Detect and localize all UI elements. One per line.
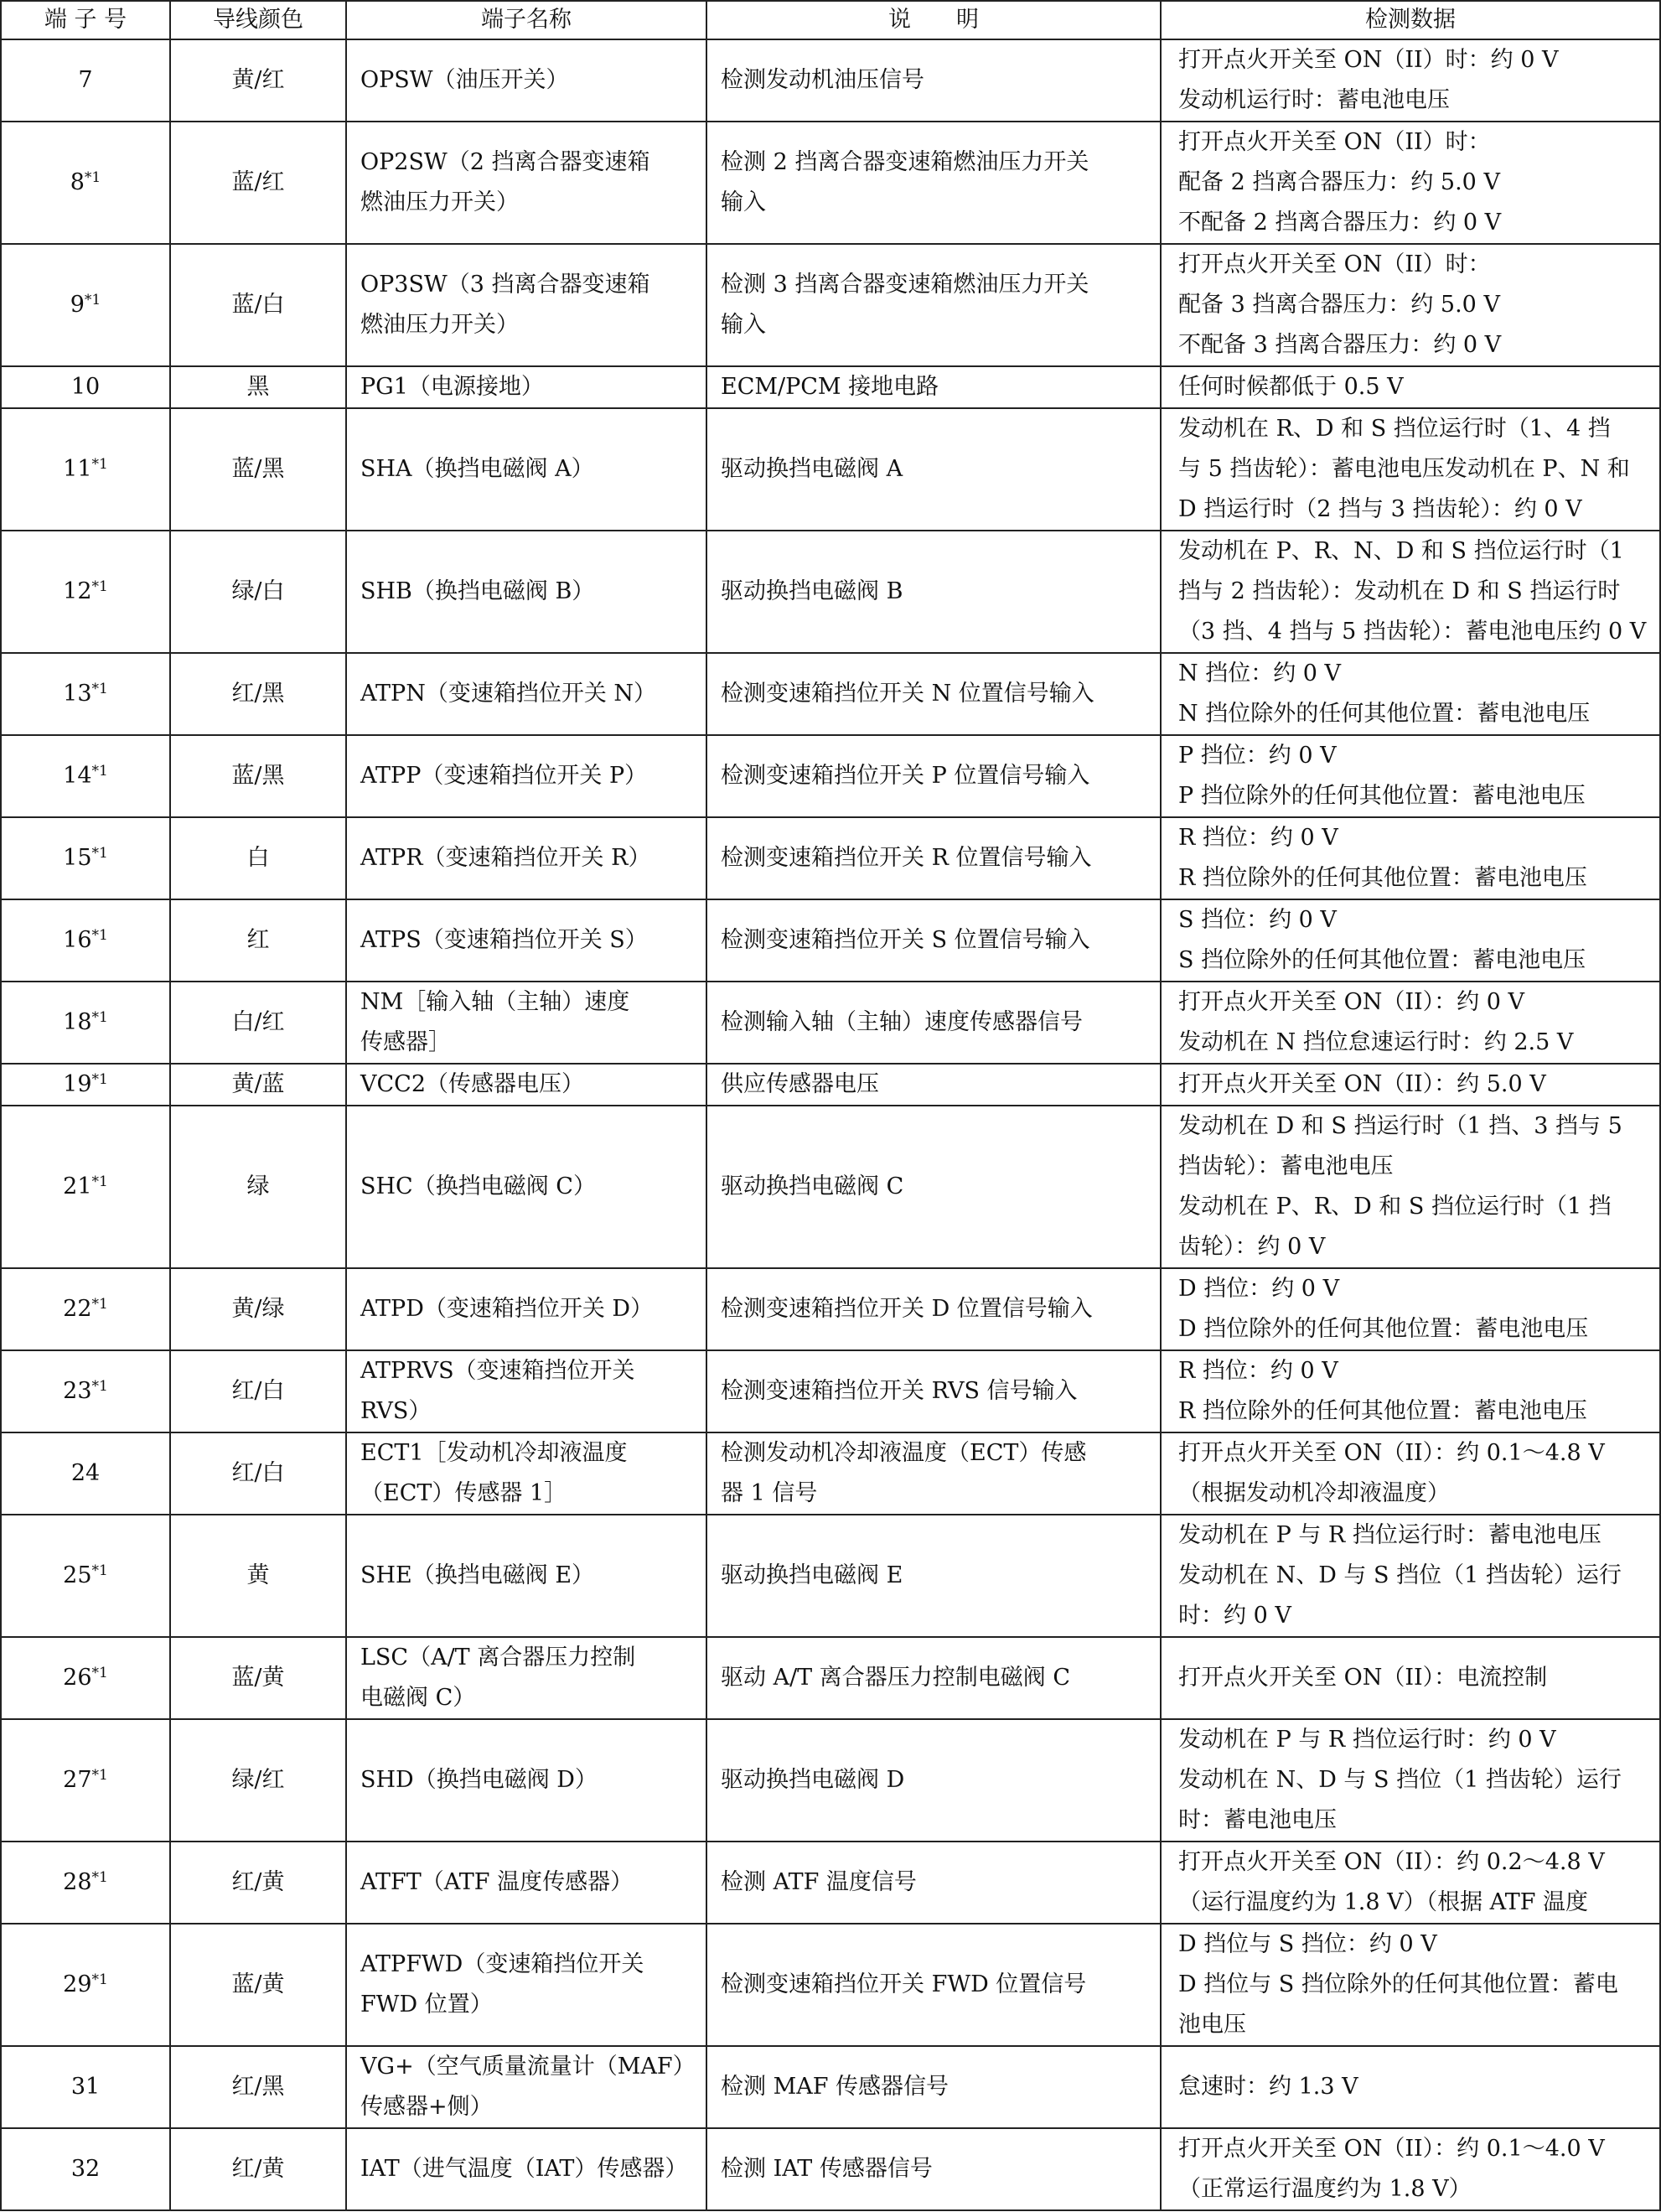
table-row <box>1 1515 1660 1637</box>
terminal-name-cell <box>346 1064 706 1106</box>
terminal-name-cell <box>346 2046 706 2128</box>
test-data-line: 发动机在 R、D 和 S 挡位运行时（1、4 挡 <box>1178 416 1611 442</box>
test-data-line: 打开点火开关至 ON（II）时：约 0 V <box>1178 47 1559 73</box>
test-data-line: 发动机运行时：蓄电池电压 <box>1178 87 1450 113</box>
wire-color-cell: 蓝/黑 <box>170 408 346 531</box>
terminal-number-cell <box>1 1924 170 2046</box>
terminal-number: 8 <box>70 169 85 195</box>
description-cell <box>706 408 1161 531</box>
terminal-name-cell <box>346 1924 706 2046</box>
wire-color-cell: 黑 <box>170 366 346 408</box>
terminal-number-cell <box>1 2128 170 2210</box>
test-data-line: P 挡位除外的任何其他位置：蓄电池电压 <box>1178 783 1586 809</box>
footnote-marker: *1 <box>91 1009 108 1026</box>
description-cell <box>706 1515 1161 1637</box>
terminal-name-line: 燃油压力开关） <box>360 312 519 338</box>
terminal-name-cell <box>346 1432 706 1515</box>
description-cell <box>706 817 1161 899</box>
terminal-number-cell <box>1 1637 170 1719</box>
test-data-line: D 挡位除外的任何其他位置：蓄电池电压 <box>1178 1316 1589 1342</box>
terminal-number-cell <box>1 531 170 653</box>
test-data-line: 不配备 3 挡离合器压力：约 0 V <box>1178 332 1502 358</box>
wire-color-cell: 黄/红 <box>170 39 346 122</box>
table-row <box>1 531 1660 653</box>
test-data-cell <box>1161 1432 1660 1515</box>
header-test-data: 检测数据 <box>1161 1 1660 39</box>
table-row <box>1 122 1660 244</box>
test-data-line: 发动机在 N 挡位怠速运行时：约 2.5 V <box>1178 1029 1574 1055</box>
wire-color-cell: 蓝/黑 <box>170 735 346 817</box>
terminal-name-line: SHA（换挡电磁阀 A） <box>360 456 594 482</box>
description-line: 驱动换挡电磁阀 D <box>721 1767 905 1793</box>
test-data-cell <box>1161 1106 1660 1268</box>
description-cell <box>706 1106 1161 1268</box>
table-row <box>1 2046 1660 2128</box>
footnote-marker: *1 <box>84 169 101 186</box>
terminal-name-line: NM［输入轴（主轴）速度 <box>360 989 630 1015</box>
table-row <box>1 1924 1660 2046</box>
description-cell <box>706 735 1161 817</box>
footnote-marker: *1 <box>91 1562 108 1579</box>
test-data-line: 打开点火开关至 ON（II）：电流控制 <box>1178 1665 1548 1691</box>
terminal-name-line: OP2SW（2 挡离合器变速箱 <box>360 149 650 175</box>
description-line: 驱动换挡电磁阀 E <box>721 1562 903 1588</box>
wire-color-cell: 红 <box>170 899 346 982</box>
terminal-number: 18 <box>63 1009 92 1035</box>
test-data-line: 打开点火开关至 ON（II）时： <box>1178 129 1491 155</box>
description-cell <box>706 122 1161 244</box>
description-line: 输入 <box>721 189 766 215</box>
description-line: 检测变速箱挡位开关 D 位置信号输入 <box>721 1296 1093 1322</box>
terminal-name-line: ATPR（变速箱挡位开关 R） <box>360 845 651 871</box>
test-data-line: R 挡位除外的任何其他位置：蓄电池电压 <box>1178 865 1587 891</box>
description-line: 检测 IAT 传感器信号 <box>721 2156 933 2182</box>
footnote-marker: *1 <box>91 845 108 862</box>
terminal-number: 22 <box>63 1296 92 1322</box>
test-data-line: （正常运行温度约为 1.8 V） <box>1178 2176 1472 2202</box>
description-line: 检测变速箱挡位开关 N 位置信号输入 <box>721 681 1094 707</box>
test-data-line: 发动机在 P、R、D 和 S 挡位运行时（1 挡 <box>1178 1194 1612 1220</box>
table-row <box>1 366 1660 408</box>
terminal-name-cell <box>346 817 706 899</box>
test-data-cell <box>1161 1064 1660 1106</box>
wire-color-cell: 白/红 <box>170 982 346 1064</box>
table-row <box>1 817 1660 899</box>
test-data-cell <box>1161 982 1660 1064</box>
terminal-name-line: 传感器］ <box>360 1029 451 1055</box>
test-data-line: R 挡位：约 0 V <box>1178 1358 1338 1384</box>
table-row <box>1 1842 1660 1924</box>
terminal-name-cell <box>346 531 706 653</box>
terminal-name-cell <box>346 1842 706 1924</box>
test-data-line: S 挡位除外的任何其他位置：蓄电池电压 <box>1178 947 1586 973</box>
terminal-name-line: （ECT）传感器 1］ <box>360 1480 567 1506</box>
terminal-name-line: 电磁阀 C） <box>360 1685 476 1711</box>
wire-color-cell: 红/白 <box>170 1350 346 1432</box>
test-data-cell <box>1161 244 1660 366</box>
header-terminal-no: 端 子 号 <box>1 1 170 39</box>
terminal-name-cell <box>346 653 706 735</box>
table-row <box>1 899 1660 982</box>
terminal-number: 31 <box>70 2074 101 2100</box>
header-wire-color: 导线颜色 <box>170 1 346 39</box>
wire-color-cell: 红/黑 <box>170 2046 346 2128</box>
terminal-name-line: 传感器+侧） <box>360 2094 493 2120</box>
wire-color-cell: 红/白 <box>170 1432 346 1515</box>
test-data-cell <box>1161 366 1660 408</box>
terminal-name-cell <box>346 982 706 1064</box>
test-data-cell <box>1161 408 1660 531</box>
terminal-number-cell <box>1 39 170 122</box>
description-cell <box>706 1350 1161 1432</box>
terminal-number: 9 <box>70 292 85 318</box>
wire-color-cell: 绿 <box>170 1106 346 1268</box>
terminal-name-line: ATPFWD（变速箱挡位开关 <box>360 1951 644 1977</box>
description-line: 检测变速箱挡位开关 P 位置信号输入 <box>721 763 1090 789</box>
test-data-cell <box>1161 899 1660 982</box>
terminal-name-line: 燃油压力开关） <box>360 189 519 215</box>
description-cell <box>706 982 1161 1064</box>
terminal-name-line: VCC2（传感器电压） <box>360 1071 584 1097</box>
terminal-name-cell <box>346 39 706 122</box>
terminal-name-line: OPSW（油压开关） <box>360 67 569 93</box>
test-data-line: 池电压 <box>1178 2012 1246 2038</box>
terminal-name-line: IAT（进气温度（IAT）传感器） <box>360 2156 688 2182</box>
footnote-marker: *1 <box>91 578 108 595</box>
test-data-line: （根据发动机冷却液温度） <box>1178 1480 1450 1506</box>
test-data-line: 发动机在 P 与 R 挡位运行时：蓄电池电压 <box>1178 1522 1601 1548</box>
description-line: 检测发动机油压信号 <box>721 67 924 93</box>
terminal-number: 15 <box>63 845 92 871</box>
footnote-marker: *1 <box>91 1071 108 1088</box>
wire-color-cell: 蓝/白 <box>170 244 346 366</box>
table-body <box>1 39 1660 2210</box>
terminal-name-line: ATFT（ATF 温度传感器） <box>360 1869 634 1895</box>
terminal-name-cell <box>346 735 706 817</box>
wire-color-cell: 黄 <box>170 1515 346 1637</box>
terminal-number-cell <box>1 1842 170 1924</box>
terminal-name-line: RVS） <box>360 1398 432 1424</box>
test-data-line: D 挡位与 S 挡位除外的任何其他位置：蓄电 <box>1178 1971 1618 1997</box>
footnote-marker: *1 <box>91 927 108 944</box>
test-data-line: 不配备 2 挡离合器压力：约 0 V <box>1178 210 1502 236</box>
test-data-line: S 挡位：约 0 V <box>1178 907 1337 933</box>
terminal-name-line: ATPP（变速箱挡位开关 P） <box>360 763 648 789</box>
terminal-number: 21 <box>63 1173 92 1199</box>
test-data-cell <box>1161 39 1660 122</box>
footnote-marker: *1 <box>91 1378 108 1395</box>
terminal-name-line: SHE（换挡电磁阀 E） <box>360 1562 595 1588</box>
terminal-number-cell <box>1 1719 170 1842</box>
table-row <box>1 1106 1660 1268</box>
terminal-name-cell <box>346 408 706 531</box>
test-data-cell <box>1161 817 1660 899</box>
wire-color-cell: 绿/白 <box>170 531 346 653</box>
terminal-name-line: PG1（电源接地） <box>360 374 544 400</box>
footnote-marker: *1 <box>84 292 101 308</box>
terminal-name-cell <box>346 1106 706 1268</box>
terminal-number-cell <box>1 244 170 366</box>
terminal-number-cell <box>1 735 170 817</box>
terminal-number: 26 <box>63 1665 92 1691</box>
description-line: 检测发动机冷却液温度（ECT）传感 <box>721 1440 1087 1466</box>
terminal-number: 25 <box>63 1562 92 1588</box>
test-data-line: D 挡位：约 0 V <box>1178 1276 1340 1302</box>
test-data-line: 发动机在 N、D 与 S 挡位（1 挡齿轮）运行 <box>1178 1562 1622 1588</box>
description-line: 检测 ATF 温度信号 <box>721 1869 917 1895</box>
test-data-cell <box>1161 1719 1660 1842</box>
test-data-cell <box>1161 1842 1660 1924</box>
test-data-line: 挡齿轮）：蓄电池电压 <box>1178 1153 1394 1179</box>
wire-color-cell: 红/黄 <box>170 1842 346 1924</box>
terminal-name-line: OP3SW（3 挡离合器变速箱 <box>360 272 650 298</box>
wire-color-cell: 红/黑 <box>170 653 346 735</box>
table-row <box>1 1350 1660 1432</box>
terminal-number: 12 <box>63 578 92 604</box>
description-cell <box>706 1637 1161 1719</box>
description-cell <box>706 531 1161 653</box>
terminal-name-cell <box>346 1515 706 1637</box>
table-row <box>1 1268 1660 1350</box>
terminal-name-line: ATPS（变速箱挡位开关 S） <box>360 927 648 953</box>
terminal-number: 28 <box>63 1869 92 1895</box>
header-description: 说 明 <box>706 1 1161 39</box>
table-row <box>1 2128 1660 2210</box>
terminal-name-line: SHD（换挡电磁阀 D） <box>360 1767 598 1793</box>
test-data-line: 发动机在 D 和 S 挡运行时（1 挡、3 挡与 5 <box>1178 1113 1622 1139</box>
test-data-cell <box>1161 1637 1660 1719</box>
terminal-number: 24 <box>70 1460 101 1486</box>
footnote-marker: *1 <box>91 456 108 473</box>
terminal-number: 11 <box>63 456 92 482</box>
footnote-marker: *1 <box>91 1971 108 1988</box>
description-line: 驱动换挡电磁阀 B <box>721 578 903 604</box>
test-data-line: P 挡位：约 0 V <box>1178 743 1337 769</box>
test-data-cell <box>1161 1268 1660 1350</box>
test-data-line: 打开点火开关至 ON（II）时： <box>1178 251 1491 277</box>
terminal-number: 32 <box>70 2156 101 2182</box>
test-data-line: 发动机在 N、D 与 S 挡位（1 挡齿轮）运行 <box>1178 1767 1622 1793</box>
footnote-marker: *1 <box>91 1869 108 1886</box>
terminal-number: 13 <box>63 681 92 707</box>
test-data-cell <box>1161 122 1660 244</box>
terminal-number-cell <box>1 1268 170 1350</box>
test-data-line: 挡与 2 挡齿轮）：发动机在 D 和 S 挡运行时 <box>1178 578 1621 604</box>
description-cell <box>706 899 1161 982</box>
terminal-name-cell <box>346 1719 706 1842</box>
test-data-line: 配备 2 挡离合器压力：约 5.0 V <box>1178 169 1500 195</box>
footnote-marker: *1 <box>91 763 108 780</box>
test-data-line: 怠速时：约 1.3 V <box>1178 2074 1358 2100</box>
wire-color-cell: 红/黄 <box>170 2128 346 2210</box>
footnote-marker: *1 <box>91 1665 108 1681</box>
terminal-number-cell <box>1 899 170 982</box>
test-data-line: 发动机在 P 与 R 挡位运行时：约 0 V <box>1178 1727 1556 1753</box>
test-data-line: 配备 3 挡离合器压力：约 5.0 V <box>1178 292 1500 318</box>
wire-color-cell: 白 <box>170 817 346 899</box>
terminal-name-line: SHC（换挡电磁阀 C） <box>360 1173 596 1199</box>
description-cell <box>706 244 1161 366</box>
description-cell <box>706 2128 1161 2210</box>
terminal-number-cell <box>1 122 170 244</box>
footnote-marker: *1 <box>91 1296 108 1313</box>
description-line: 检测 3 挡离合器变速箱燃油压力开关 <box>721 272 1089 298</box>
test-data-line: 时：蓄电池电压 <box>1178 1807 1337 1833</box>
description-cell <box>706 1719 1161 1842</box>
terminal-number: 16 <box>63 927 92 953</box>
description-line: 检测 MAF 传感器信号 <box>721 2074 950 2100</box>
description-line: 检测变速箱挡位开关 RVS 信号输入 <box>721 1378 1078 1404</box>
test-data-cell <box>1161 653 1660 735</box>
table-header-row <box>1 1 1660 39</box>
terminal-name-cell <box>346 244 706 366</box>
terminal-name-cell <box>346 1350 706 1432</box>
footnote-marker: *1 <box>91 1767 108 1784</box>
terminal-name-cell <box>346 899 706 982</box>
description-line: 输入 <box>721 312 766 338</box>
terminal-name-cell <box>346 2128 706 2210</box>
description-cell <box>706 1842 1161 1924</box>
test-data-line: 打开点火开关至 ON（II）：约 0.2～4.8 V <box>1178 1849 1605 1875</box>
footnote-marker: *1 <box>91 1173 108 1190</box>
table-row <box>1 1432 1660 1515</box>
test-data-cell <box>1161 1924 1660 2046</box>
terminal-number-cell <box>1 366 170 408</box>
description-cell <box>706 653 1161 735</box>
terminal-name-cell <box>346 366 706 408</box>
terminal-number-cell <box>1 1515 170 1637</box>
terminal-number-cell <box>1 1350 170 1432</box>
terminal-number: 19 <box>63 1071 92 1097</box>
footnote-marker: *1 <box>91 681 108 697</box>
test-data-line: 任何时候都低于 0.5 V <box>1178 374 1404 400</box>
test-data-cell <box>1161 1515 1660 1637</box>
test-data-line: 时：约 0 V <box>1178 1603 1291 1629</box>
terminal-number-cell <box>1 982 170 1064</box>
terminal-name-line: LSC（A/T 离合器压力控制 <box>360 1645 636 1671</box>
description-line: 驱动 A/T 离合器压力控制电磁阀 C <box>721 1665 1071 1691</box>
description-line: 检测变速箱挡位开关 R 位置信号输入 <box>721 845 1092 871</box>
test-data-line: N 挡位：约 0 V <box>1178 660 1342 686</box>
description-cell <box>706 1268 1161 1350</box>
terminal-number-cell <box>1 1106 170 1268</box>
terminal-number-cell <box>1 1064 170 1106</box>
terminal-name-cell <box>346 122 706 244</box>
terminal-number: 7 <box>78 67 93 93</box>
table-row <box>1 735 1660 817</box>
header-terminal-name: 端子名称 <box>346 1 706 39</box>
table-row <box>1 408 1660 531</box>
wire-color-cell: 绿/红 <box>170 1719 346 1842</box>
description-line: 检测 2 挡离合器变速箱燃油压力开关 <box>721 149 1089 175</box>
test-data-line: 与 5 挡齿轮）：蓄电池电压发动机在 P、N 和 <box>1178 456 1630 482</box>
terminal-number: 10 <box>70 374 101 400</box>
test-data-line: R 挡位除外的任何其他位置：蓄电池电压 <box>1178 1398 1587 1424</box>
description-cell <box>706 1064 1161 1106</box>
terminal-name-line: VG+（空气质量流量计（MAF） <box>360 2054 696 2080</box>
terminal-number-cell <box>1 1432 170 1515</box>
table-row <box>1 653 1660 735</box>
wire-color-cell: 蓝/红 <box>170 122 346 244</box>
test-data-cell <box>1161 735 1660 817</box>
description-cell <box>706 2046 1161 2128</box>
description-line: ECM/PCM 接地电路 <box>721 374 939 400</box>
description-cell <box>706 39 1161 122</box>
test-data-line: （3 挡、4 挡与 5 挡齿轮）：蓄电池电压约 0 V <box>1178 619 1647 645</box>
table-row <box>1 1637 1660 1719</box>
terminal-name-cell <box>346 1268 706 1350</box>
test-data-line: 发动机在 P、R、N、D 和 S 挡位运行时（1 <box>1178 538 1624 564</box>
test-data-line: D 挡位与 S 挡位：约 0 V <box>1178 1931 1437 1957</box>
terminal-name-line: ATPD（变速箱挡位开关 D） <box>360 1296 654 1322</box>
description-line: 供应传感器电压 <box>721 1071 879 1097</box>
test-data-line: N 挡位除外的任何其他位置：蓄电池电压 <box>1178 701 1591 727</box>
test-data-line: （运行温度约为 1.8 V）（根据 ATF 温度 <box>1178 1889 1589 1915</box>
terminal-number: 23 <box>63 1378 92 1404</box>
test-data-line: 打开点火开关至 ON（II）：约 5.0 V <box>1178 1071 1546 1097</box>
description-cell <box>706 1432 1161 1515</box>
wire-color-cell: 黄/绿 <box>170 1268 346 1350</box>
terminal-name-line: ATPRVS（变速箱挡位开关 <box>360 1358 635 1384</box>
table-row <box>1 244 1660 366</box>
terminal-number-cell <box>1 817 170 899</box>
terminal-name-line: ECT1［发动机冷却液温度 <box>360 1440 628 1466</box>
description-cell <box>706 1924 1161 2046</box>
test-data-line: 打开点火开关至 ON（II）：约 0.1～4.8 V <box>1178 1440 1605 1466</box>
test-data-line: R 挡位：约 0 V <box>1178 825 1338 851</box>
description-line: 检测变速箱挡位开关 S 位置信号输入 <box>721 927 1090 953</box>
description-line: 检测输入轴（主轴）速度传感器信号 <box>721 1009 1083 1035</box>
wire-color-cell: 蓝/黄 <box>170 1924 346 2046</box>
description-line: 器 1 信号 <box>721 1480 818 1506</box>
description-line: 驱动换挡电磁阀 C <box>721 1173 904 1199</box>
terminal-name-line: FWD 位置） <box>360 1992 493 2018</box>
terminal-number-cell <box>1 653 170 735</box>
terminal-number-cell <box>1 2046 170 2128</box>
terminal-number: 27 <box>63 1767 92 1793</box>
test-data-cell <box>1161 2046 1660 2128</box>
test-data-line: 打开点火开关至 ON（II）：约 0.1～4.0 V <box>1178 2136 1605 2162</box>
terminal-number-cell <box>1 408 170 531</box>
description-line: 检测变速箱挡位开关 FWD 位置信号 <box>721 1971 1087 1997</box>
test-data-line: D 挡运行时（2 挡与 3 挡齿轮）：约 0 V <box>1178 496 1582 522</box>
terminal-name-cell <box>346 1637 706 1719</box>
table-row <box>1 39 1660 122</box>
wire-color-cell: 蓝/黄 <box>170 1637 346 1719</box>
test-data-cell <box>1161 1350 1660 1432</box>
test-data-line: 打开点火开关至 ON（II）：约 0 V <box>1178 989 1525 1015</box>
description-line: 驱动换挡电磁阀 A <box>721 456 903 482</box>
test-data-cell <box>1161 2128 1660 2210</box>
test-data-line: 齿轮）：约 0 V <box>1178 1234 1326 1260</box>
test-data-cell <box>1161 531 1660 653</box>
description-cell <box>706 366 1161 408</box>
table-row <box>1 1064 1660 1106</box>
terminal-number: 14 <box>63 763 92 789</box>
terminal-number: 29 <box>63 1971 92 1997</box>
terminal-name-line: ATPN（变速箱挡位开关 N） <box>360 681 657 707</box>
table-row <box>1 982 1660 1064</box>
terminal-name-line: SHB（换挡电磁阀 B） <box>360 578 595 604</box>
table-row <box>1 1719 1660 1842</box>
wire-color-cell: 黄/蓝 <box>170 1064 346 1106</box>
